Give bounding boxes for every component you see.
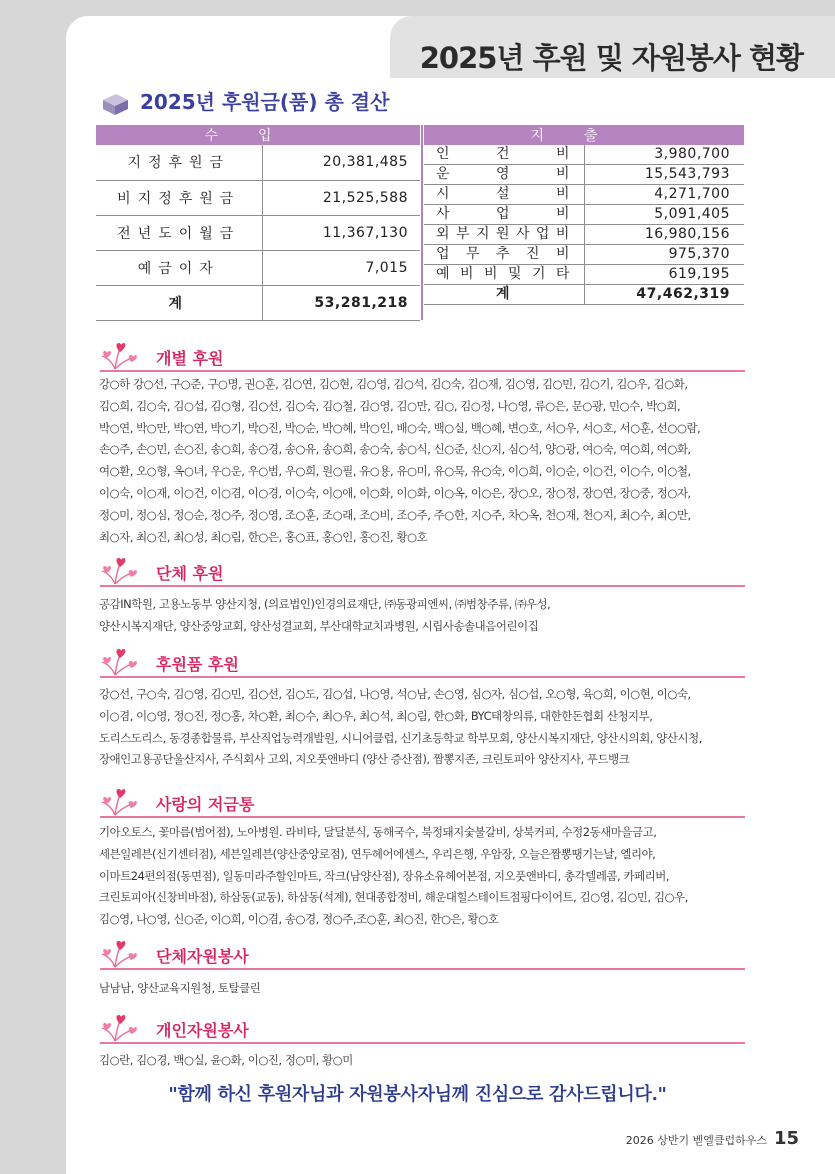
thanks-message: "함께 하신 후원자님과 자원봉사자님께 진심으로 감사드립니다." xyxy=(168,1084,667,1105)
list-line: 강○선, 구○숙, 김○영, 김○민, 김○선, 김○도, 김○섭, 나○영, 석○남, 손○영, 심○자, 심○섭, 오○형, 육○희, 이○현, 이○숙, xyxy=(99,687,691,701)
hearts-icon xyxy=(100,557,140,587)
section-header-group xyxy=(100,557,745,587)
piggybank-donors-list xyxy=(99,822,749,931)
list-line: 김○희, 김○숙, 김○섭, 김○형, 김○선, 김○숙, 김○철, 김○영, 김○만, 김○, 김○정, 나○영, 류○은, 문○광, 민○수, 박○희, xyxy=(99,398,681,413)
income-amount: 20,381,485 xyxy=(262,145,420,180)
list-line: 공감IN학원, 고용노동부 양산지청, (의료법인)인경의료재단, ㈜동광피엔씨, ㈜범창주류, ㈜우성, xyxy=(99,597,551,611)
table-row xyxy=(424,145,744,165)
table-row xyxy=(424,245,744,265)
table-row xyxy=(96,250,420,285)
section-header-piggybank xyxy=(100,788,745,818)
table-row xyxy=(96,215,420,250)
income-total: 53,281,218 xyxy=(262,285,420,320)
table-divider xyxy=(421,125,423,320)
income-total-label: 계 xyxy=(96,285,262,320)
income-amount: 11,367,130 xyxy=(262,215,420,250)
hearts-icon xyxy=(100,1014,140,1044)
hearts-icon xyxy=(100,648,140,678)
table-row xyxy=(424,225,744,245)
footer-publication: 2026 상반기 벧엘클럽하우스 xyxy=(625,1134,767,1147)
list-line: 기아오토스, 꽃마름(범어점), 노아병원. 라비타, 달달분식, 동해국수, 북정돼지숯불갈비, 상북커피, 수정2동새마을금고, xyxy=(99,825,657,839)
section-title: 단체 후원 xyxy=(156,564,224,583)
hearts-icon xyxy=(100,940,140,970)
income-label: 전년도이월금 xyxy=(96,215,262,250)
expense-total: 47,462,319 xyxy=(584,285,744,305)
table-row xyxy=(424,285,744,305)
expense-amount: 3,980,700 xyxy=(584,145,744,165)
header-tab xyxy=(390,16,835,78)
table-row xyxy=(96,285,420,320)
list-line: 김○영, 나○영, 신○준, 이○희, 이○겸, 송○경, 정○주,조○훈, 최○진, 한○은, 황○호 xyxy=(99,912,499,927)
section-title: 후원품 후원 xyxy=(156,655,239,674)
list-line: 양산시복지재단, 양산중앙교회, 양산성결교회, 부산대학교치과병원, 시립사송솔내음어린이집 xyxy=(99,618,539,633)
expense-amount: 975,370 xyxy=(584,245,744,265)
expense-label: 사 업 비 xyxy=(436,206,570,223)
expense-label: 업 무 추 진 비 xyxy=(436,246,570,263)
section-title: 단체자원봉사 xyxy=(156,947,249,966)
expense-amount: 16,980,156 xyxy=(584,225,744,245)
expense-amount: 5,091,405 xyxy=(584,205,744,225)
expense-label: 예 비 비 및 기 타 xyxy=(436,266,570,283)
expense-label: 운 영 비 xyxy=(436,166,570,183)
page-title: 2025년 후원 및 자원봉사 현황 xyxy=(419,41,803,75)
income-amount: 21,525,588 xyxy=(262,180,420,215)
list-line: 크린토피아(신창비바점), 하삼동(교동), 하삼동(석계), 현대종합정비, 해운대힐스테이트점핑다이어트, 김○영, 김○민, 김○우, xyxy=(99,890,688,905)
income-label: 지정후원금 xyxy=(96,145,262,180)
table-row xyxy=(424,185,744,205)
list-line: 도리스도리스, 동경종합물류, 부산직업능력개발원, 시니어클럽, 신기초등학교 학부모회, 양산시복지재단, 양산시의회, 양산시청, xyxy=(99,730,702,745)
summary-title: 2025년 후원금(품) 총 결산 xyxy=(140,90,390,114)
expense-header: 지출 xyxy=(424,125,744,145)
section-title: 사랑의 저금통 xyxy=(156,795,255,814)
list-line: 세븐일레븐(신기센터점), 세븐일레븐(양산중앙로점), 연두헤어에센스, 우리은행, 우암장, 오늘은짬뽕땡기는날, 엘리야, xyxy=(99,846,656,861)
income-label: 예금이자 xyxy=(96,250,262,285)
group-volunteer-list xyxy=(99,978,749,1000)
income-amount: 7,015 xyxy=(262,250,420,285)
expense-amount: 15,543,793 xyxy=(584,165,744,185)
list-line: 손○주, 손○민, 손○진, 송○희, 송○경, 송○유, 송○희, 송○숙, 송○식, 신○준, 신○지, 심○석, 양○광, 여○숙, 여○희, 여○화, xyxy=(99,442,691,457)
section-header-group-volunteer xyxy=(100,940,745,970)
table-row xyxy=(424,205,744,225)
hearts-icon xyxy=(100,788,140,818)
expense-label: 외 부 지 원 사 업 비 xyxy=(436,226,570,243)
list-line: 이○겸, 이○영, 정○진, 정○홍, 차○환, 최○수, 최○우, 최○석, 최○림, 한○화, BYC태창의류, 대한한돈협회 산청지부, xyxy=(99,708,653,723)
table-row xyxy=(424,165,744,185)
expense-total-label: 계 xyxy=(424,285,584,305)
list-line: 김○란, 김○경, 백○실, 윤○화, 이○진, 정○미, 황○미 xyxy=(99,1053,353,1067)
cube-icon xyxy=(100,90,130,116)
list-line: 장애인고용공단울산지사, 주식회사 고외, 지오풋앤바디 (양산 증산점), 짬뽕지존, 크린토피아 양산지사, 푸드뱅크 xyxy=(99,752,630,767)
income-table xyxy=(96,125,420,321)
list-line: 박○연, 박○만, 박○연, 박○기, 박○진, 박○순, 박○혜, 박○인, 배○숙, 백○실, 백○혜, 변○호, 서○우, 서○호, 서○훈, 선○○람, xyxy=(99,420,701,435)
group-donors-list xyxy=(99,594,749,638)
list-line: 최○자, 최○진, 최○성, 최○림, 한○은, 홍○표, 홍○인, 홍○진, 황○호 xyxy=(99,529,428,544)
goods-donors-list xyxy=(99,684,749,771)
expense-label: 시 설 비 xyxy=(436,186,570,203)
table-row xyxy=(96,145,420,180)
hearts-icon xyxy=(100,342,140,372)
table-row xyxy=(424,265,744,285)
section-title: 개별 후원 xyxy=(156,349,224,368)
section-title: 개인자원봉사 xyxy=(156,1021,249,1040)
individual-volunteer-list xyxy=(99,1050,749,1072)
income-header: 수입 xyxy=(96,125,420,145)
income-label: 비지정후원금 xyxy=(96,180,262,215)
list-line: 여○환, 오○형, 옥○녀, 우○운, 우○범, 우○희, 원○필, 유○용, 유○미, 유○묵, 유○숙, 이○희, 이○순, 이○건, 이○수, 이○철, xyxy=(99,464,691,479)
list-line: 정○미, 정○심, 정○순, 정○주, 정○영, 조○훈, 조○래, 조○비, 조○주, 주○한, 지○주, 차○옥, 천○재, 천○지, 최○수, 최○만, xyxy=(99,507,691,522)
list-line: 강○하 강○선, 구○준, 구○명, 권○훈, 김○연, 김○현, 김○영, 김○석, 김○숙, 김○재, 김○영, 김○민, 김○기, 김○우, 김○화, xyxy=(99,377,688,391)
table-row xyxy=(96,180,420,215)
page-number: 15 xyxy=(774,1128,800,1149)
list-line: 이○숙, 이○재, 이○건, 이○겸, 이○경, 이○숙, 이○애, 이○화, 이○화, 이○옥, 이○은, 장○오, 장○정, 장○연, 장○중, 정○자, xyxy=(99,485,691,500)
expense-table xyxy=(424,125,744,305)
section-header-goods xyxy=(100,648,745,678)
expense-label: 인 건 비 xyxy=(436,146,570,163)
expense-amount: 619,195 xyxy=(584,265,744,285)
section-header-individual xyxy=(100,342,745,372)
individual-donors-list xyxy=(99,374,749,548)
section-header-individual-volunteer xyxy=(100,1014,745,1044)
list-line: 이마트24편의점(동면점), 일동미라주할인마트, 작크(남양산점), 장유소유헤어본점, 지오풋앤바디, 총각텔레콤, 카페리버, xyxy=(99,868,670,883)
list-line: 남남남, 양산교육지원청, 토탈클린 xyxy=(99,981,261,995)
expense-amount: 4,271,700 xyxy=(584,185,744,205)
